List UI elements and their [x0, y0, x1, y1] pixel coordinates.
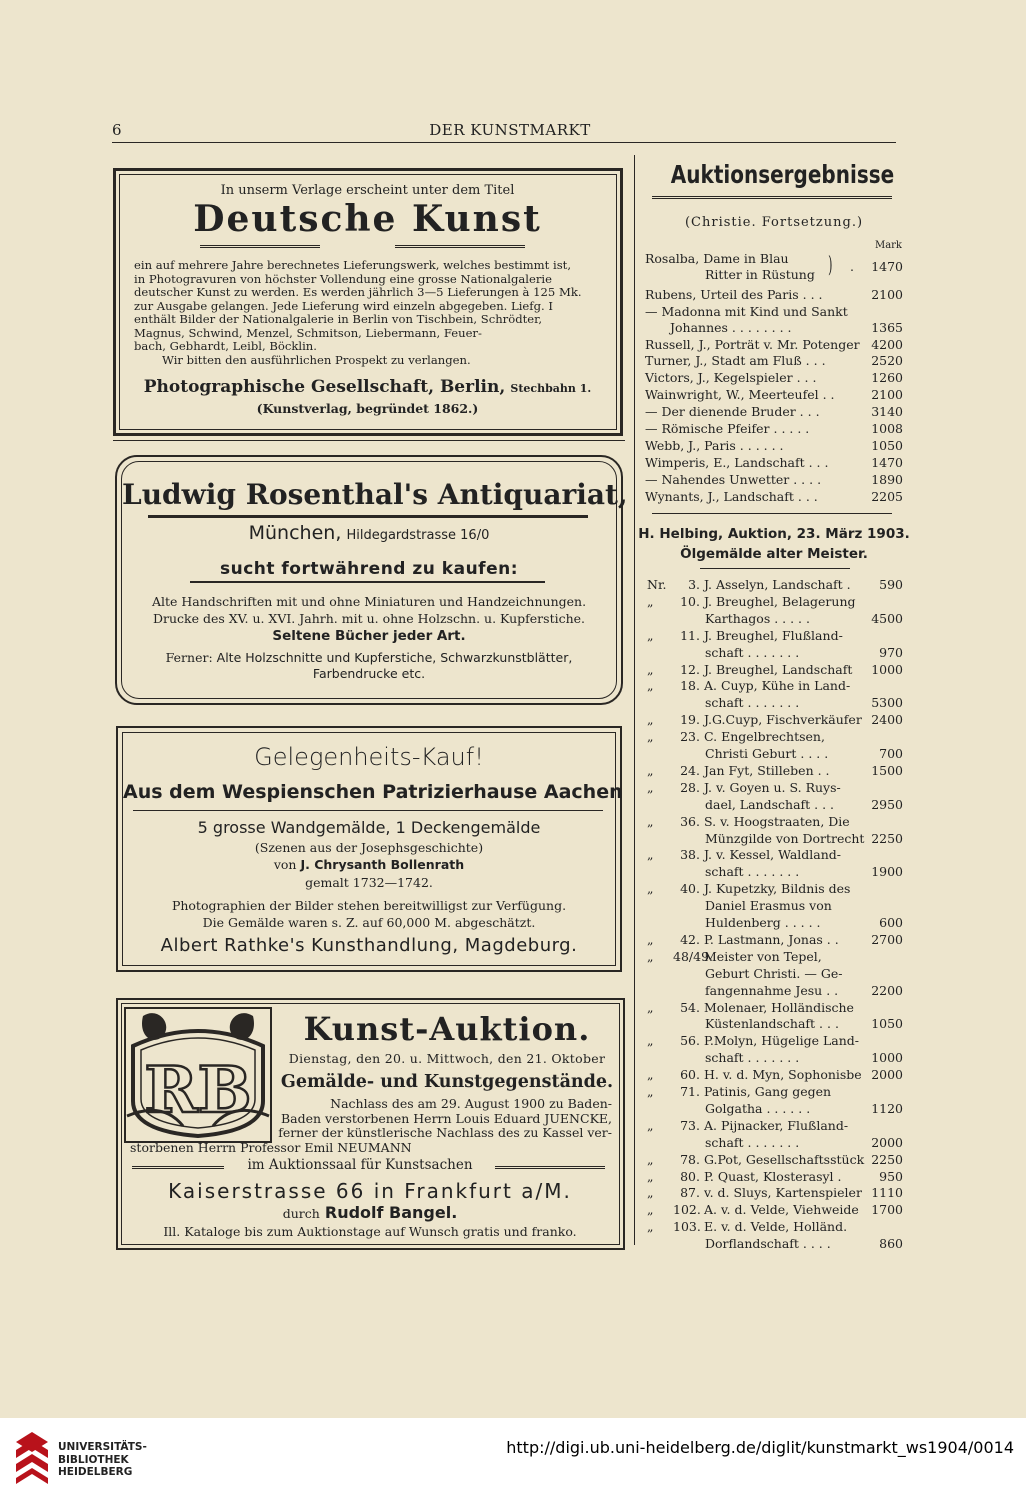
- entry-prefix: „: [647, 813, 654, 829]
- entry-prefix: „: [647, 847, 654, 863]
- entry-text: — Madonna mit Kind und Sankt: [645, 304, 848, 319]
- entry-text: Webb, J., Paris . . . . . .: [645, 438, 784, 453]
- entry-text: Victors, J., Kegelspieler . . .: [645, 370, 817, 385]
- entry-line: G.Pot, Gesellschaftsstück: [704, 1151, 865, 1167]
- monogram-letters: RB: [144, 1053, 252, 1128]
- library-name: UNIVERSITÄTS- BIBLIOTHEK HEIDELBERG: [58, 1441, 147, 1478]
- entry-line: Jan Fyt, Stilleben . .: [704, 762, 830, 778]
- entry-number: 71.: [680, 1084, 700, 1099]
- entry-value: 2000: [871, 1067, 903, 1083]
- entry-line: Christi Geburt . . . .: [705, 746, 829, 761]
- ad1-publisher-note: (Kunstverlag, begründet 1862.): [256, 401, 479, 416]
- entry-line: J. Breughel, Flußland-: [704, 627, 843, 643]
- entry-value: 1470: [871, 455, 903, 470]
- ad2-subtitle: sucht fortwährend zu kaufen:: [219, 559, 519, 579]
- column-divider: [634, 155, 635, 1245]
- entry-line: A. Pijnacker, Flußland-: [704, 1117, 849, 1133]
- entry-prefix: „: [647, 1117, 654, 1133]
- entry-number: 73.: [680, 1117, 700, 1133]
- ad1-publisher: Photographische Gesellschaft, Berlin, Stechbahn 1.: [143, 377, 592, 397]
- entry-prefix: „: [647, 762, 654, 778]
- entry-value: 1050: [871, 1016, 903, 1032]
- ad4-subtitle: Gemälde- und Kunstgegenstände.: [280, 1072, 614, 1092]
- entry-line: schaft . . . . . . .: [705, 695, 800, 711]
- entry-line: Meister von Tepel,: [704, 948, 822, 964]
- entry-number: 12.: [680, 661, 700, 677]
- entry-text: — Römische Pfeifer . . . . .: [645, 421, 810, 436]
- entry-value: 1000: [871, 661, 903, 677]
- ad1-title: Deutsche Kunst: [193, 198, 542, 240]
- entry-line: Molenaer, Holländische: [704, 999, 854, 1015]
- entry-value: 2000: [871, 1134, 903, 1150]
- entry-number: 40.: [680, 881, 700, 897]
- ad2-lines: Alte Handschriften mit und ohne Miniaturen und Handzeichnungen. Drucke des XV. u. XVI. Jahrh. mit u. ohne Holzschn. u. Kupferstiche.: [151, 594, 587, 626]
- entry-number: 54.: [680, 999, 700, 1015]
- entry-value: 860: [879, 1236, 903, 1252]
- entry-value: 590: [879, 577, 903, 592]
- entry-text: Russell, J., Porträt v. Mr. Potenger: [645, 337, 860, 352]
- ad4-estate: Nachlass des am 29. August 1900 zu Baden- Baden verstorbenen Herrn Louis Eduard JUENCKE, ferner der künstlerische Nachlass des zu Kassel ver- storbenen Herrn Professor Emil NEUMANN: [130, 1096, 612, 1155]
- entry-value: 2950: [871, 796, 903, 812]
- ad1-body: ein auf mehrere Jahre berechnetes Lieferungswerk, welches bestimmt ist, in Photogravuren von höchster Vollendung eine grosse Nationalgalerie deutscher Kunst zu werden. Es werden jährlich 3—5 Lieferungen à 125 Mk. zur Ausgabe gelangen. Jede Lieferung wird einzeln abgegeben. Liefg. I enthält Bilder der Nationalgalerie in Berlin von Tischbein, Schrödter, Magnus, Schwind, Menzel, Schmitson, Liebermann, Feuer- bach, Gebhardt, Leibl, Böcklin. Wir bitten den ausführlichen Prospekt zu verlangen.: [134, 258, 582, 367]
- entry-line: Geburt Christi. — Ge-: [705, 965, 843, 981]
- entry-number: 48/49.: [673, 948, 713, 964]
- entry-text: — Der dienende Bruder . . .: [645, 404, 820, 419]
- ad4-dates: Dienstag, den 20. u. Mittwoch, den 21. Oktober: [288, 1051, 606, 1066]
- entry-value: 2100: [871, 287, 903, 302]
- results-subtitle: (Christie. Fortsetzung.): [684, 215, 864, 230]
- entry-prefix: „: [647, 1151, 654, 1167]
- entry-line: J. Asselyn, Landschaft .: [704, 577, 851, 592]
- ad3-dealer: Albert Rathke's Kunsthandlung, Magdeburg.: [160, 935, 578, 956]
- entry-prefix: „: [647, 593, 654, 609]
- entry-text: Rubens, Urteil des Paris . . .: [645, 287, 823, 302]
- entry-number: 3.: [688, 577, 700, 592]
- entry-line: A. Cuyp, Kühe in Land-: [704, 678, 851, 694]
- entry-prefix: „: [647, 1033, 654, 1049]
- entry-value: 5300: [871, 695, 903, 711]
- entry-prefix: „: [647, 999, 654, 1015]
- entry-number: 28.: [680, 779, 700, 795]
- entry-number: 103.: [673, 1219, 701, 1235]
- entry-line: schaft . . . . . . .: [705, 1134, 800, 1150]
- entry-prefix: Nr.: [647, 577, 667, 592]
- rosalba-line-1: Rosalba, Dame in Blau: [645, 251, 789, 266]
- entry-number: 38.: [680, 847, 700, 863]
- entry-number: 60.: [680, 1067, 700, 1083]
- entry-value: 1008: [871, 421, 903, 436]
- entry-value: 950: [879, 1168, 903, 1184]
- entry-line: J. v. Goyen u. S. Ruys-: [704, 779, 841, 795]
- library-logo-icon: [12, 1428, 52, 1486]
- entry-line: v. d. Sluys, Kartenspieler: [704, 1185, 862, 1201]
- entry-value: 1890: [871, 472, 903, 487]
- entry-number: 11.: [680, 627, 700, 643]
- ad3-painter: von J. Chrysanth Bollenrath: [273, 857, 465, 872]
- scanned-page: 6 DER KUNSTMARKT In unserm Verlage erscheint unter dem Titel Deutsche Kunst ein auf mehrere Jahre berechnetes Lieferungswerk, welches bestimmt ist, in Photogravuren von höchster Vollendung eine grosse Nationalgalerie deutscher Kunst zu werden. Es werden jährlich 3—5 Lieferungen à 125 Mk. zur Ausgabe gelangen. Jede Lieferung wird einzeln abgegeben. Liefg. I enthält Bilder der Nationalgalerie in Berlin von Tischbein, Schrödter, Magnus, Schwind, Menzel, Schmitson, Liebermann, Feuer- bach, Gebhardt, Leibl, Böcklin. Wir bitten den ausführlichen Prospekt zu verlangen. Photographische Gesellschaft, Berlin, Stechbahn 1. (Kunstverlag, begründet 1862.) Ludwig Rosenthal's Antiquariat, München, Hildegardstrasse 16/0 sucht fortwährend zu kaufen: Alte Handschriften mit und ohne Miniaturen und Handzeichnungen. Drucke des XV. u. XVI. Jahrh. mit u. ohne Holzschn. u. Kupferstiche. Seltene Bücher jeder Art. Ferner: Alte Holzschnitte und Kupferstiche, Schwarzkunstblätter, Farbendrucke etc. Gelegenheits-Kauf! Aus dem Wespienschen Patrizierhause Aachen 5 grosse Wandgemälde, 1 Deckengemälde (Szenen aus der Josephsgeschichte) von J. Chrysanth Bollenrath gemalt 1732—1742. Photographien der Bilder stehen bereitwilligst zur Verfügung. Die Gemälde waren s. Z. auf 60,000 M. abgeschätzt. Albert Rathke's Kunsthandlung, Magdeburg. RB Kunst-Auktion. Dienstag, den 20. u. Mittwoch, den 21. Oktober Gemälde- und Kunstgegenstände. Nachlass des am 29. August 1900 zu Baden- Baden verstorbenen Herrn Louis Eduard JUENCKE, ferner der künstlerische Nachlass des zu Kassel ver- storbenen Herrn Professor Emil NEUMANN im Auktionssaal für Kunstsachen Kaiserstrasse 66 in Frankfurt a/M. durch Rudolf Bangel. Ill. Kataloge bis zum Auktionstage auf Wunsch gratis und franko. Auktionsergebnisse (Christie. Fortsetzung.) Mark Rosalba, Dame in Blau Ritter in Rüstung ) . 1470 Rubens, Urteil des Paris . . . 2100 — Madonna mit Kind und Sankt Johannes . . . . . . . . 1365 Russell, J., Porträt v. Mr. Potenger 4200 Turner, J., Stadt am Fluß . . . 2520 Victors, J., Kegelspieler . . . 1260 Wainwright, W., Meerteufel . . 2100 — Der dienende Bruder . . . 3140 — Römische Pfeifer . . . . . 1008 Webb, J., Paris . . . . . . 1050 Wimperis, E., Landschaft . . . 1470 — Nahendes Unwetter . . . . 1890 Wynants, J., Landschaft . . . 2205 H. Helbing, Auktion, 23. März 1903. Ölgemälde alter Meister. Nr. 3. J. Asselyn, Landschaft . 590 „ 10. J. Breughel, Belagerung Karthagos . . . . . 4500 „ 11. J. Breughel, Flußland- schaft . . . . . . . 970 „ 12. J. Breughel, Landschaft 1000 „ 18. A. Cuyp, Kühe in Land- schaft . . . . . . . 5300 „ 19. J.G.Cuyp, Fischverkäufer 2400 „ 23. C. Engelbrechtsen, Christi Geburt . . . . 700 „ 24. Jan Fyt, Stilleben . . 1500 „ 28. J. v. Goyen u. S. Ruys- dael, Landschaft . . . 2950 „ 36. S. v. Hoogstraaten, Die Münzgilde von Dortrecht 2250 „ 38. J. v. Kessel, Waldland- schaft . . . . . . . 1900 „ 40. J. Kupetzky, Bildnis des Daniel Erasmus von Huldenberg . . . . . 600 „ 42. P. Lastmann, Jonas . . 2700 „ 48/49. Meister von Tepel, Geburt Christi. — Ge- fangennahme Jesu . . 2200 „ 54. Molenaer, Holländische Küstenlandschaft . . . 1050 „ 56. P.Molyn, Hügelige Land- schaft . . . . . . . 1000 „ 60. H. v. d. Myn, Sophonisbe 2000 „ 71. Patinis, Gang gegen Golgatha . . . . . . 1120 „ 73. A. Pijnacker, Flußland- schaft . . . . . . . 2000 „ 78. G.Pot, Gesellschaftsstück 2250 „ 80. P. Quast, Klosterasyl . 950 „ 87. v. d. Sluys, Kartenspieler 1110 „ 102. A. v. d. Velde, Viehweide 1700 „ 103. E. v. d. Velde, Holländ. Dorflandschaft . . . . 860: [0, 0, 1026, 1418]
- entry-line: A. v. d. Velde, Viehweide: [704, 1202, 859, 1218]
- entry-line: Karthagos . . . . .: [705, 610, 810, 626]
- helbing-subtitle: Ölgemälde alter Meister.: [680, 546, 868, 562]
- entry-value: 4500: [871, 610, 903, 626]
- entry-line: Dorflandschaft . . . .: [705, 1236, 831, 1252]
- entry-text: Wynants, J., Landschaft . . .: [645, 489, 818, 504]
- entry-prefix: „: [647, 661, 654, 677]
- entry-prefix: „: [647, 1067, 654, 1083]
- entry-value: 1000: [871, 1050, 903, 1066]
- entry-number: 80.: [680, 1168, 700, 1184]
- entry-prefix: „: [647, 678, 654, 694]
- ad2-location: München, Hildegardstrasse 16/0: [248, 522, 490, 544]
- entry-line: P. Lastmann, Jonas . .: [704, 931, 839, 947]
- entry-line: Patinis, Gang gegen: [704, 1084, 832, 1099]
- entry-value: 1120: [871, 1100, 903, 1116]
- ad4-venue: im Auktionssaal für Kunstsachen: [247, 1157, 473, 1173]
- entry-prefix: „: [647, 1185, 654, 1201]
- entry-number: 42.: [680, 931, 700, 947]
- entry-value: 700: [879, 746, 903, 761]
- entry-prefix: „: [647, 1219, 654, 1235]
- entry-value: 2250: [871, 830, 903, 846]
- ad3-subtitle: Aus dem Wespienschen Patrizierhause Aachen: [123, 781, 623, 803]
- ad2-ferner: Ferner: Alte Holzschnitte und Kupferstiche, Schwarzkunstblätter,: [165, 650, 573, 665]
- entry-number: 56.: [680, 1033, 700, 1049]
- ad4-auctioneer: durch Rudolf Bangel.: [282, 1203, 458, 1222]
- entry-line: dael, Landschaft . . .: [705, 796, 835, 812]
- entry-value: 1365: [871, 320, 903, 335]
- entry-value: 1500: [871, 762, 903, 778]
- entry-value: 970: [879, 644, 903, 660]
- ad2-title: Ludwig Rosenthal's Antiquariat,: [122, 478, 628, 511]
- entry-number: 19.: [680, 712, 700, 728]
- entry-number: 24.: [680, 762, 700, 778]
- entry-value: 2100: [871, 387, 903, 402]
- entry-line: Daniel Erasmus von: [705, 898, 832, 914]
- ad3-main: 5 grosse Wandgemälde, 1 Deckengemälde: [197, 818, 541, 837]
- entry-prefix: „: [647, 1168, 654, 1184]
- entry-value: 4200: [871, 337, 903, 352]
- entry-value: 1050: [871, 438, 903, 453]
- entry-number: 23.: [680, 729, 700, 745]
- permalink-url[interactable]: http://digi.ub.uni-heidelberg.de/diglit/kunstmarkt_ws1904/0014: [506, 1438, 1014, 1457]
- entry-prefix: „: [647, 712, 654, 728]
- entry-number: 36.: [680, 813, 700, 829]
- entry-value: 1110: [871, 1185, 903, 1201]
- entry-number: 87.: [680, 1185, 700, 1201]
- entry-line: J. Breughel, Belagerung: [704, 593, 856, 609]
- entry-prefix: „: [647, 931, 654, 947]
- entry-value: 3140: [871, 404, 903, 419]
- entry-line: schaft . . . . . . .: [705, 864, 800, 880]
- entry-line: Küstenlandschaft . . .: [705, 1016, 839, 1032]
- entry-value: 1900: [871, 864, 903, 880]
- entry-line: S. v. Hoogstraaten, Die: [704, 813, 850, 829]
- ad3-info: Photographien der Bilder stehen bereitwilligst zur Verfügung. Die Gemälde waren s. Z. auf 60,000 M. abgeschätzt.: [171, 898, 567, 930]
- running-title: DER KUNSTMARKT: [429, 121, 591, 139]
- results-unit: Mark: [874, 240, 902, 251]
- entry-prefix: „: [647, 881, 654, 897]
- entry-value: 2200: [871, 982, 903, 998]
- entry-value: 1260: [871, 370, 903, 385]
- entry-value: 2205: [871, 489, 903, 504]
- ad2-ferner-2: Farbendrucke etc.: [312, 666, 426, 681]
- ad4-street: Kaiserstrasse 66 in Frankfurt a/M.: [168, 1179, 572, 1203]
- entry-line: P.Molyn, Hügelige Land-: [704, 1033, 859, 1049]
- entry-prefix: „: [647, 1084, 654, 1099]
- entry-value: 2400: [871, 712, 903, 728]
- entry-value: 2700: [871, 931, 903, 947]
- entry-line: H. v. d. Myn, Sophonisbe: [704, 1067, 862, 1083]
- entry-line: J.G.Cuyp, Fischverkäufer: [704, 712, 862, 728]
- ad4-catalog: Ill. Kataloge bis zum Auktionstage auf Wunsch gratis und franko.: [163, 1224, 577, 1239]
- entry-line: schaft . . . . . . .: [705, 644, 800, 660]
- entry-line: Huldenberg . . . . .: [705, 915, 821, 930]
- entry-text: Wimperis, E., Landschaft . . .: [645, 455, 829, 470]
- entry-line: P. Quast, Klosterasyl .: [704, 1168, 842, 1184]
- entry-line: schaft . . . . . . .: [705, 1050, 800, 1066]
- entry-value: 1700: [871, 1202, 903, 1218]
- ad2-bold-line: Seltene Bücher jeder Art.: [272, 628, 466, 644]
- entry-line: J. Kupetzky, Bildnis des: [704, 881, 851, 897]
- entry-prefix: „: [647, 627, 654, 643]
- ad4-title: Kunst-Auktion.: [303, 1010, 591, 1048]
- entry-value: 600: [879, 915, 903, 930]
- entry-prefix: „: [647, 729, 654, 745]
- entry-text: — Nahendes Unwetter . . . .: [645, 472, 822, 487]
- entry-number: 78.: [680, 1151, 700, 1167]
- entry-line: J. Breughel, Landschaft: [704, 661, 853, 677]
- entry-value: 2520: [871, 353, 903, 368]
- rosalba-value: 1470: [871, 259, 903, 274]
- entry-line: E. v. d. Velde, Holländ.: [704, 1219, 848, 1235]
- entry-text: Turner, J., Stadt am Fluß . . .: [645, 353, 826, 368]
- entry-prefix: „: [647, 1202, 654, 1218]
- ad3-painted: gemalt 1732—1742.: [305, 875, 433, 890]
- header-rule: [112, 142, 896, 143]
- entry-line: C. Engelbrechtsen,: [704, 729, 825, 745]
- entry-number: 102.: [673, 1202, 701, 1218]
- results-title: Auktionsergebnisse: [670, 160, 895, 189]
- ad3-title: Gelegenheits-Kauf!: [254, 743, 484, 771]
- entry-value: 2250: [871, 1151, 903, 1167]
- entry-text: Wainwright, W., Meerteufel . .: [645, 387, 835, 402]
- entry-line: Münzgilde von Dortrecht: [705, 830, 865, 846]
- page-number: 6: [112, 121, 122, 139]
- ad1-intro: In unserm Verlage erscheint unter dem Titel: [220, 183, 515, 198]
- entry-line: Golgatha . . . . . .: [705, 1100, 811, 1116]
- entry-line: J. v. Kessel, Waldland-: [704, 847, 842, 863]
- ad3-scenes: (Szenen aus der Josephsgeschichte): [254, 840, 484, 855]
- rosalba-line-2: Ritter in Rüstung: [705, 267, 815, 282]
- footer-bar: [0, 1418, 1026, 1497]
- entry-prefix: „: [647, 948, 654, 964]
- entry-text: Johannes . . . . . . . .: [670, 320, 792, 335]
- entry-prefix: „: [647, 779, 654, 795]
- helbing-title: H. Helbing, Auktion, 23. März 1903.: [638, 526, 910, 542]
- entry-line: fangennahme Jesu . .: [705, 982, 839, 998]
- entry-number: 10.: [680, 593, 700, 609]
- entry-number: 18.: [680, 678, 700, 694]
